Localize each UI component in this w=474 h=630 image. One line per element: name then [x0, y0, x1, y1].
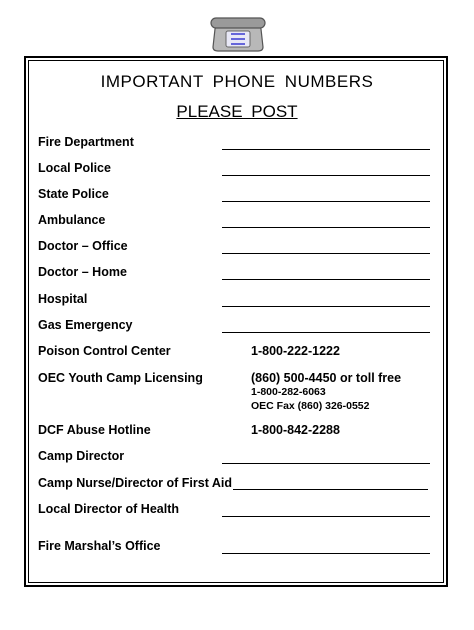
dcf-hotline-number: 1-800-842-2288 — [251, 423, 340, 437]
local-police-label: Local Police — [38, 161, 111, 175]
page-subtitle: PLEASE POST — [176, 102, 298, 121]
fire-department-label: Fire Department — [38, 135, 134, 149]
page-title: IMPORTANT PHONE NUMBERS — [100, 72, 374, 91]
oec-toll-free-number: 1-800-282-6063 — [251, 386, 326, 398]
telephone-icon — [209, 15, 267, 53]
oec-licensing-label: OEC Youth Camp Licensing — [38, 371, 203, 385]
state-police-label: State Police — [38, 187, 109, 201]
health-director-line — [222, 516, 430, 517]
oec-fax-number: OEC Fax (860) 326-0552 — [251, 400, 370, 412]
fire-marshal-line — [222, 553, 430, 554]
doctor-office-label: Doctor – Office — [38, 239, 128, 253]
camp-director-label: Camp Director — [38, 449, 125, 463]
fire-department-line — [222, 149, 430, 150]
oec-licensing-number: (860) 500-4450 or toll free — [251, 371, 402, 385]
camp-director-line — [222, 463, 430, 464]
local-police-line — [222, 175, 430, 176]
camp-nurse-label: Camp Nurse/Director of First Aid — [38, 476, 233, 490]
hospital-label: Hospital — [38, 292, 88, 306]
health-director-label: Local Director of Health — [38, 502, 179, 516]
gas-emergency-label: Gas Emergency — [38, 318, 133, 332]
poison-control-label: Poison Control Center — [38, 344, 171, 358]
fire-marshal-label: Fire Marshal’s Office — [38, 539, 161, 553]
dcf-hotline-label: DCF Abuse Hotline — [38, 423, 151, 437]
state-police-line — [222, 201, 430, 202]
ambulance-line — [222, 227, 430, 228]
poison-control-number: 1-800-222-1222 — [251, 344, 340, 358]
doctor-home-label: Doctor – Home — [38, 265, 127, 279]
ambulance-label: Ambulance — [38, 213, 106, 227]
doctor-office-line — [222, 253, 430, 254]
doctor-home-line — [222, 279, 430, 280]
hospital-line — [222, 306, 430, 307]
gas-emergency-line — [222, 332, 430, 333]
camp-nurse-line — [233, 489, 428, 490]
